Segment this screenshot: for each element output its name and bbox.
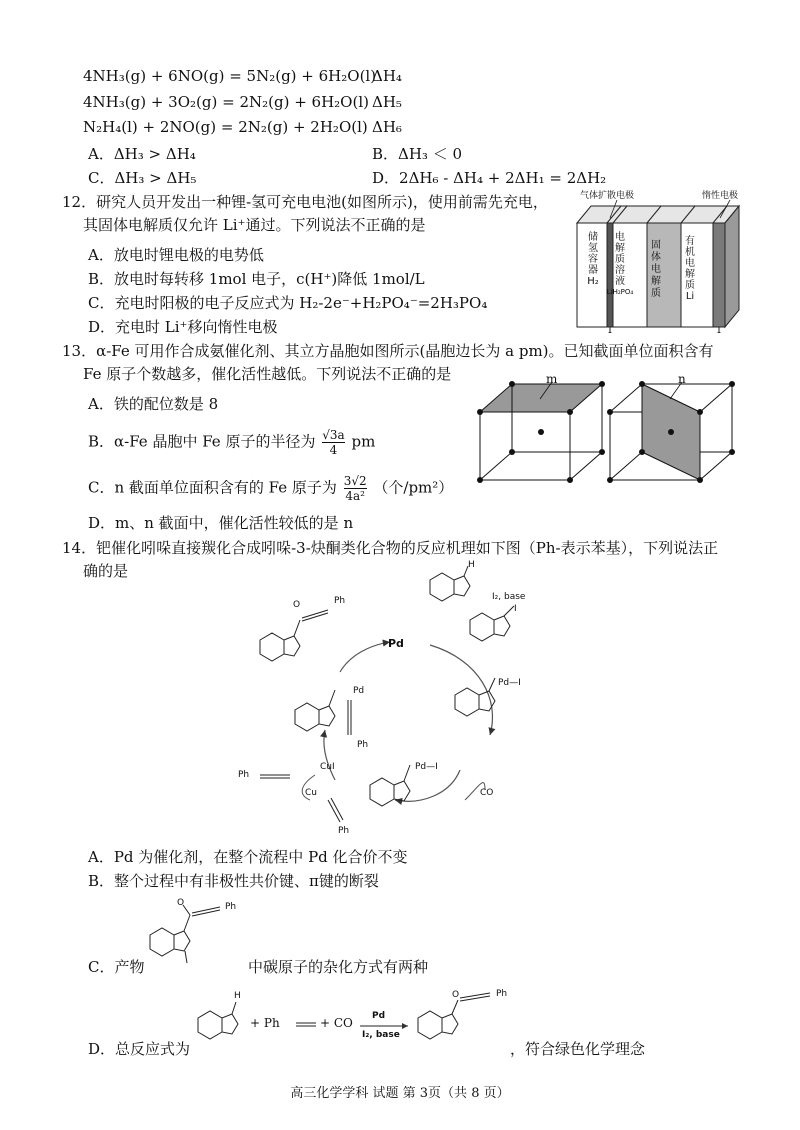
rxn-plus-co: + CO xyxy=(320,1016,353,1030)
mech-o-label: O xyxy=(293,600,301,610)
column-hydrogen-storage: 储 氢 容 器 H₂ xyxy=(587,232,599,287)
cube-m-label: m xyxy=(546,372,558,386)
mech-ph-label-2: Ph xyxy=(238,770,250,780)
rxn-h-label: H xyxy=(234,991,241,1001)
inert-electrode-label: 惰性电极 xyxy=(702,191,739,201)
q13-option-b: B．α-Fe 晶胞中 Fe 原子的半径为 $\frac{√3a}{4}$ pm xyxy=(88,428,376,457)
rxn-catalyst-top: Pd xyxy=(372,1011,386,1021)
cu-alkyne xyxy=(260,775,343,822)
rxn-product-o: O xyxy=(452,990,460,1000)
rxn-catalyst-bottom: I₂, base xyxy=(362,1030,400,1040)
q12-stem-line2: 其固体电解质仅允许 Li⁺通过。下列说法不正确的是 xyxy=(83,216,426,234)
q14-option-a: A．Pd 为催化剂，在整个流程中 Pd 化合价不变 xyxy=(88,848,408,866)
q13-stem-line1: 13．α-Fe 可用作合成氨催化剂、其立方晶胞如图所示(晶胞边长为 a pm)。已知截面单位面积含有 xyxy=(62,342,714,360)
q13-option-a: A．铁的配位数是 8 xyxy=(88,395,219,413)
indole-iodo xyxy=(470,606,514,641)
column-organic-electrolyte: 有 机 电 解 质 Li xyxy=(685,236,695,302)
gas-electrode-label: 气体扩散电极 xyxy=(580,191,635,201)
mech-pd-label: Pd xyxy=(388,637,404,650)
mech-ph-label-3: Ph xyxy=(338,826,350,836)
equation-5: 4NH₃(g) + 3O₂(g) = 2N₂(g) + 6H₂O(l) xyxy=(83,93,369,111)
cube-m xyxy=(477,381,605,483)
q13-c-denominator: 4a² xyxy=(345,489,365,503)
q12-option-c: C．充电时阳极的电子反应式为 H₂-2e⁻+H₂PO₄⁻=2H₃PO₄ xyxy=(88,294,488,312)
crystal-cells-diagram xyxy=(470,372,740,487)
mech-co-label: CO xyxy=(480,788,494,798)
product-c-o: O xyxy=(177,898,185,908)
q13-c-numerator: 3√2 xyxy=(343,474,367,488)
equation-6: N₂H₄(l) + 2NO(g) = 2N₂(g) + 2H₂O(l) xyxy=(83,118,368,136)
q12-option-a: A．放电时锂电极的电势低 xyxy=(88,246,264,264)
overall-reaction xyxy=(190,990,530,1060)
q14-stem-line1: 14．钯催化吲哚直接羰化合成吲哚-3-炔酮类化合物的反应机理如下图（Ph-表示苯基），下列说法正 xyxy=(62,539,719,557)
equation-4: 4NH₃(g) + 6NO(g) = 5N₂(g) + 6H₂O(l) xyxy=(83,67,377,85)
indole-product xyxy=(260,610,328,661)
q14-option-d-post: ，符合绿色化学理念 xyxy=(510,1040,646,1058)
q12-option-b: B．放电时每转移 1mol 电子，c(H⁺)降低 1mol/L xyxy=(88,270,425,288)
q13-b-numerator: √3a xyxy=(322,428,345,442)
column-solid-electrolyte: 固 体 电 解 质 xyxy=(651,240,661,299)
product-c-ph: Ph xyxy=(225,902,237,912)
mech-iodine-label: I xyxy=(514,604,517,614)
q14-option-b: B．整个过程中有非极性共价键、π键的断裂 xyxy=(88,872,379,890)
mech-i2base-label: I₂, base xyxy=(492,592,526,602)
mech-ph-label-4: Ph xyxy=(334,596,346,606)
rxn-plus-ph: + Ph xyxy=(250,1016,280,1030)
q12-stem-line1: 12．研究人员开发出一种锂-氢可充电电池(如图所示)，使用前需先充电， xyxy=(62,193,548,211)
page-footer: 高三化学学科 试题 第 3页（共 8 页） xyxy=(290,1086,510,1101)
mech-ph-label-1: Ph xyxy=(357,740,369,750)
indole-top xyxy=(430,566,470,601)
mech-h-label: H xyxy=(468,560,475,570)
q13-option-c: C．n 截面单位面积含有的 Fe 原子为 $\frac{3√2}{\text{4a²}}$ （个/pm²） xyxy=(88,474,454,503)
q13-option-d: D．m、n 截面中，催化活性较低的是 n xyxy=(88,514,354,532)
q11-option-a: A．ΔH₃ > ΔH₄ xyxy=(88,145,196,163)
q11-option-b: B．ΔH₃ ＜ 0 xyxy=(372,145,463,163)
mech-pd-label-2: Pd xyxy=(353,686,365,696)
mech-cu-label: Cu xyxy=(305,788,317,798)
mechanism-diagram xyxy=(230,560,560,840)
q14-option-d-pre: D．总反应式为 xyxy=(88,1040,191,1058)
mech-pdi-label-2: Pd—I xyxy=(415,762,438,772)
mech-pdi-label-1: Pd—I xyxy=(498,678,521,688)
q13-stem-line2: Fe 原子个数越多，催化活性越低。下列说法不正确的是 xyxy=(83,365,452,383)
cube-n xyxy=(607,381,735,483)
enthalpy-6: ΔH₆ xyxy=(372,118,402,136)
column-electrolyte-solution: 电 解 质 溶 液 LiH₂PO₄ xyxy=(606,232,634,296)
q14-option-c-pre: C．产物 xyxy=(88,958,145,976)
indole-pd-alkyne xyxy=(295,690,351,735)
q11-option-c: C．ΔH₃ > ΔH₅ xyxy=(88,169,197,187)
cube-n-label: n xyxy=(678,372,686,386)
q14-option-c-post: 中碳原子的杂化方式有两种 xyxy=(248,958,429,976)
q13-b-denominator: 4 xyxy=(329,443,338,457)
q11-option-d: D．2ΔH₆ - ΔH₄ + 2ΔH₁ = 2ΔH₂ xyxy=(372,169,607,187)
rxn-product-ph: Ph xyxy=(496,989,508,999)
enthalpy-4: ΔH₄ xyxy=(372,67,402,85)
indole-acyl-pdi xyxy=(370,765,410,806)
mech-cui-label: CuI xyxy=(320,762,335,772)
q12-option-d: D．充电时 Li⁺移向惰性电极 xyxy=(88,318,278,336)
enthalpy-5: ΔH₅ xyxy=(372,93,402,111)
q14-stem-line2: 确的是 xyxy=(83,562,129,580)
